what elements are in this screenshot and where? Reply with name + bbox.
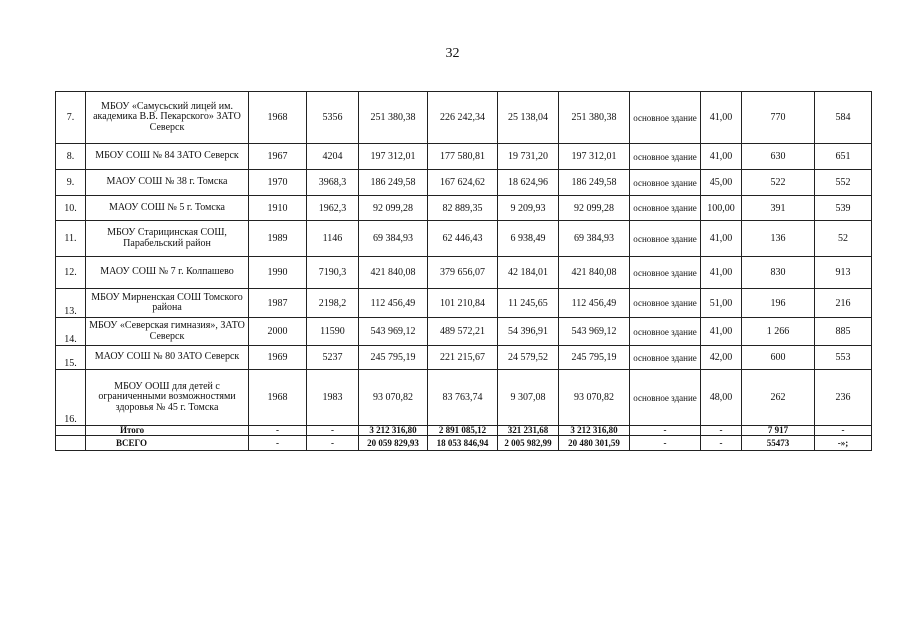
build-year: 1969: [249, 346, 307, 370]
students-count: 600: [742, 346, 815, 370]
capacity-count: 552: [815, 170, 872, 196]
row-number: 10.: [56, 196, 86, 221]
row-number: 7.: [56, 92, 86, 144]
build-year: 1989: [249, 221, 307, 257]
table-row: [56, 289, 872, 318]
grand-total-label: ВСЕГО: [86, 436, 249, 451]
building-area: 2198,2: [307, 289, 359, 318]
capacity-count: 553: [815, 346, 872, 370]
capacity-count: 539: [815, 196, 872, 221]
row-number: 9.: [56, 170, 86, 196]
school-name: МАОУ СОШ № 80 ЗАТО Северск: [86, 346, 249, 370]
cost-regional: 18 624,96: [498, 170, 559, 196]
total-c3: 321 231,68: [498, 426, 559, 436]
building-area: 11590: [307, 318, 359, 346]
cost-regional: 9 209,93: [498, 196, 559, 221]
row-number: 12.: [56, 257, 86, 289]
total-c4: 3 212 316,80: [559, 426, 630, 436]
cost-total: 543 969,12: [359, 318, 428, 346]
students-count: 391: [742, 196, 815, 221]
grand-total-year: -: [249, 436, 307, 451]
table-row: [56, 370, 872, 426]
cost-regional: 11 245,65: [498, 289, 559, 318]
cost-federal: 82 889,35: [428, 196, 498, 221]
building-area: 7190,3: [307, 257, 359, 289]
cost-estimate: 186 249,58: [559, 170, 630, 196]
building-type: основное здание: [630, 221, 701, 257]
cost-regional: 24 579,52: [498, 346, 559, 370]
table-row: [56, 144, 872, 170]
building-type: основное здание: [630, 196, 701, 221]
grand-total-pct: -: [701, 436, 742, 451]
cost-estimate: 421 840,08: [559, 257, 630, 289]
cost-estimate: 69 384,93: [559, 221, 630, 257]
students-count: 196: [742, 289, 815, 318]
grand-total-c2: 18 053 846,94: [428, 436, 498, 451]
table-row: [56, 170, 872, 196]
building-type: основное здание: [630, 318, 701, 346]
total-v1: 7 917: [742, 426, 815, 436]
cost-federal: 226 242,34: [428, 92, 498, 144]
capacity-count: 885: [815, 318, 872, 346]
students-count: 522: [742, 170, 815, 196]
cost-federal: 489 572,21: [428, 318, 498, 346]
wear-percent: 51,00: [701, 289, 742, 318]
row-number: 11.: [56, 221, 86, 257]
wear-percent: 45,00: [701, 170, 742, 196]
cost-regional: 42 184,01: [498, 257, 559, 289]
building-type: основное здание: [630, 289, 701, 318]
building-area: 3968,3: [307, 170, 359, 196]
wear-percent: 42,00: [701, 346, 742, 370]
capacity-count: 651: [815, 144, 872, 170]
students-count: 136: [742, 221, 815, 257]
build-year: 2000: [249, 318, 307, 346]
cost-total: 245 795,19: [359, 346, 428, 370]
wear-percent: 41,00: [701, 144, 742, 170]
row-number: 16.: [56, 370, 86, 426]
cost-federal: 62 446,43: [428, 221, 498, 257]
school-name: МБОУ «Самусьский лицей им. академика В.В. Пекарского» ЗАТО Северск: [86, 92, 249, 144]
page-number: 32: [445, 46, 460, 61]
building-type: основное здание: [630, 92, 701, 144]
school-name: МАОУ СОШ № 7 г. Колпашево: [86, 257, 249, 289]
capacity-count: 216: [815, 289, 872, 318]
grand-total-row: [56, 436, 872, 451]
total-c2: 2 891 085,12: [428, 426, 498, 436]
row-number: 14.: [56, 318, 86, 346]
row-number: 15.: [56, 346, 86, 370]
grand-total-area: -: [307, 436, 359, 451]
school-name: МАОУ СОШ № 38 г. Томска: [86, 170, 249, 196]
wear-percent: 41,00: [701, 257, 742, 289]
cost-total: 251 380,38: [359, 92, 428, 144]
build-year: 1967: [249, 144, 307, 170]
building-area: 1146: [307, 221, 359, 257]
cost-total: 197 312,01: [359, 144, 428, 170]
capacity-count: 584: [815, 92, 872, 144]
school-name: МБОУ Старицинская СОШ, Парабельский район: [86, 221, 249, 257]
school-name: МБОУ Мирненская СОШ Томского района: [86, 289, 249, 318]
total-year: -: [249, 426, 307, 436]
building-type: основное здание: [630, 144, 701, 170]
cost-federal: 83 763,74: [428, 370, 498, 426]
building-area: 4204: [307, 144, 359, 170]
building-type: основное здание: [630, 370, 701, 426]
building-area: 5356: [307, 92, 359, 144]
build-year: 1990: [249, 257, 307, 289]
building-type: основное здание: [630, 257, 701, 289]
table-row: [56, 221, 872, 257]
capacity-count: 913: [815, 257, 872, 289]
building-area: 1983: [307, 370, 359, 426]
cost-estimate: 197 312,01: [559, 144, 630, 170]
cost-regional: 54 396,91: [498, 318, 559, 346]
school-name: МБОУ ООШ для детей с ограниченными возможностями здоровья № 45 г. Томска: [86, 370, 249, 426]
total-pct: -: [701, 426, 742, 436]
cost-federal: 167 624,62: [428, 170, 498, 196]
capacity-count: 236: [815, 370, 872, 426]
build-year: 1968: [249, 370, 307, 426]
students-count: 830: [742, 257, 815, 289]
cost-regional: 6 938,49: [498, 221, 559, 257]
table-row: [56, 92, 872, 144]
cost-total: 112 456,49: [359, 289, 428, 318]
grand-total-c3: 2 005 982,99: [498, 436, 559, 451]
row-number: 13.: [56, 289, 86, 318]
school-name: МАОУ СОШ № 5 г. Томска: [86, 196, 249, 221]
school-name: МБОУ «Северская гимназия», ЗАТО Северск: [86, 318, 249, 346]
cost-regional: 25 138,04: [498, 92, 559, 144]
total-kind: -: [630, 426, 701, 436]
table-row: [56, 257, 872, 289]
capacity-count: 52: [815, 221, 872, 257]
grand-total-v2: -»;: [815, 436, 872, 451]
building-type: основное здание: [630, 170, 701, 196]
cost-estimate: 543 969,12: [559, 318, 630, 346]
students-count: 630: [742, 144, 815, 170]
table-row: [56, 318, 872, 346]
cost-regional: 19 731,20: [498, 144, 559, 170]
cost-total: 421 840,08: [359, 257, 428, 289]
cost-federal: 221 215,67: [428, 346, 498, 370]
grand-total-c1: 20 059 829,93: [359, 436, 428, 451]
school-name: МБОУ СОШ № 84 ЗАТО Северск: [86, 144, 249, 170]
total-area: -: [307, 426, 359, 436]
students-count: 1 266: [742, 318, 815, 346]
wear-percent: 41,00: [701, 92, 742, 144]
building-area: 1962,3: [307, 196, 359, 221]
grand-total-v1: 55473: [742, 436, 815, 451]
total-c1: 3 212 316,80: [359, 426, 428, 436]
table-row: [56, 346, 872, 370]
cost-federal: 101 210,84: [428, 289, 498, 318]
grand-total-kind: -: [630, 436, 701, 451]
wear-percent: 100,00: [701, 196, 742, 221]
cost-regional: 9 307,08: [498, 370, 559, 426]
schools-table: [55, 91, 872, 451]
row-number: 8.: [56, 144, 86, 170]
total-label: Итого: [86, 426, 249, 436]
cost-total: 93 070,82: [359, 370, 428, 426]
cost-estimate: 93 070,82: [559, 370, 630, 426]
cost-estimate: 245 795,19: [559, 346, 630, 370]
students-count: 770: [742, 92, 815, 144]
building-area: 5237: [307, 346, 359, 370]
building-type: основное здание: [630, 346, 701, 370]
cost-total: 69 384,93: [359, 221, 428, 257]
cost-estimate: 112 456,49: [559, 289, 630, 318]
cost-federal: 177 580,81: [428, 144, 498, 170]
total-row: [56, 426, 872, 436]
wear-percent: 48,00: [701, 370, 742, 426]
build-year: 1970: [249, 170, 307, 196]
cost-estimate: 92 099,28: [559, 196, 630, 221]
cost-total: 186 249,58: [359, 170, 428, 196]
students-count: 262: [742, 370, 815, 426]
wear-percent: 41,00: [701, 221, 742, 257]
build-year: 1968: [249, 92, 307, 144]
grand-total-c4: 20 480 301,59: [559, 436, 630, 451]
build-year: 1910: [249, 196, 307, 221]
total-v2: -: [815, 426, 872, 436]
wear-percent: 41,00: [701, 318, 742, 346]
cost-federal: 379 656,07: [428, 257, 498, 289]
table-row: [56, 196, 872, 221]
cost-estimate: 251 380,38: [559, 92, 630, 144]
build-year: 1987: [249, 289, 307, 318]
cost-total: 92 099,28: [359, 196, 428, 221]
